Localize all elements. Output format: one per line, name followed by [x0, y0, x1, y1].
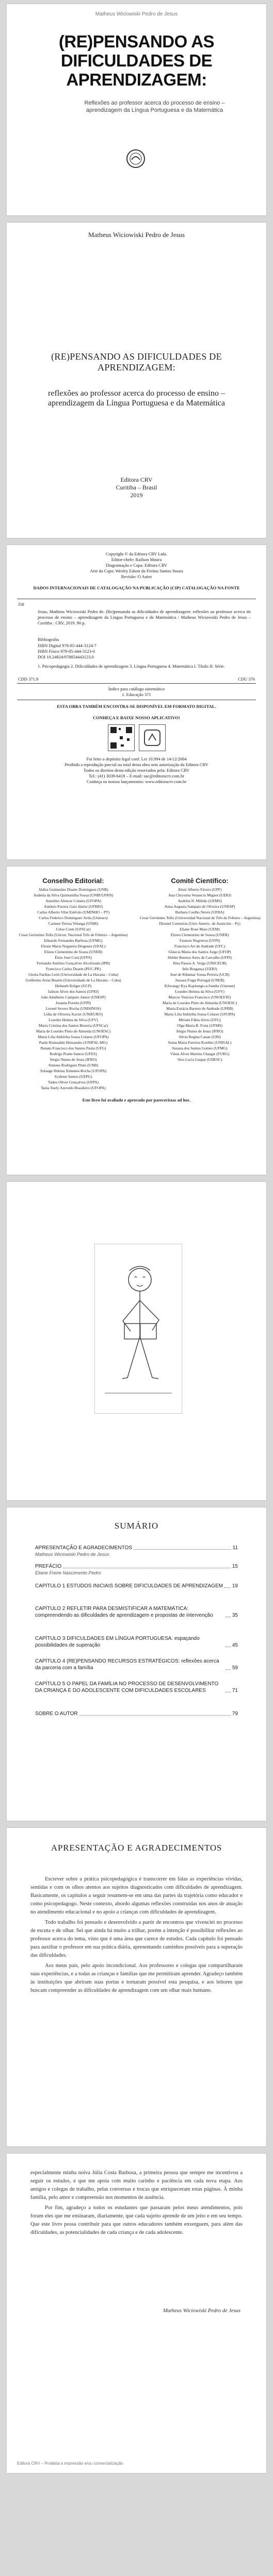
toc-item-page: 71 [232, 1688, 238, 1693]
copyright-line: Copyright © da Editora CRV Ltda. [106, 551, 167, 556]
publisher-city: Curitiba – Brasil [116, 484, 157, 491]
toc-item-page: 15 [232, 1564, 238, 1569]
editorial-council-member: Andréia da Silva Quintanilha Sousa (UNIR/UFRN) [33, 893, 114, 897]
editorial-council [14, 877, 133, 1091]
editorial-council-member: João Adalberto Campato Junior (UNESP) [41, 995, 106, 999]
scientific-committee-title: Comitê Científico: [171, 877, 229, 885]
scientific-committee-member: Elizeu Clementino de Souza (UNEB) [170, 933, 229, 937]
editorial-council-list [14, 887, 133, 1091]
toc-item-page: 35 [232, 1613, 238, 1618]
scientific-committee-member: Jussara Fraga Portugal (UNEB) [175, 978, 224, 982]
editorial-council-member: Anselmo Alencar Colares (UFOPA) [45, 899, 101, 903]
scientific-committee-member: Suzana dos Santos Gomes (UFMG) [172, 1046, 228, 1050]
cip-subjects: 1. Psicopedagogia 2. Dificuldades de aprendizagem 3. Língua Portuguesa 4. Matemática I. Título II. Série. [38, 664, 225, 669]
isbn-fisico: ISBN Físico 978-85-444-3123-0 [38, 649, 95, 654]
editorial-council-member: Carlos Alberto Vilar Estêvão (UMINHO – PT) [37, 910, 110, 914]
cip-bibliography: Bibliografia [38, 637, 59, 642]
scientific-committee-member: Marcos Vinicius Francisco (UNOESTE) [168, 995, 231, 999]
editorial-council-member: Sydione Santos (UEPG) [54, 1074, 92, 1079]
scientific-committee-member: Ana Chrystina Venancio Mignot (UERJ) [168, 893, 231, 897]
toc-item-page: 45 [232, 1642, 238, 1648]
scientific-committee [140, 877, 260, 1062]
editorial-council-member: Paulo Romualdo Hernandes (UNIFAL-MG) [39, 1040, 108, 1045]
publisher-year: 2019 [130, 492, 143, 499]
toc-item[interactable] [35, 1710, 238, 1717]
scientific-committee-member: Cesar Gerónimo Tello (Universidad Nacional de Três de Febrero – Argentina) [140, 916, 261, 920]
toc-page [7, 1507, 266, 1821]
running-header: Matheus Wiciowiski Pedro de Jesus [95, 11, 178, 17]
toc-item-page: 79 [232, 1711, 238, 1717]
editorial-council-member: Renato Francisco dos Santos Paula (UFG) [40, 1046, 106, 1050]
editorial-council-member: Carmen Tereza Velanga (UNIR) [48, 921, 99, 926]
scientific-committee-member: Diosnel Centurion (Univ Americ. de Asunción – Py) [159, 921, 240, 926]
scientific-committee-member: Anna Augusta Sampaio de Oliveira (UNESP) [164, 904, 235, 909]
scientific-committee-member: Inês Bragança (UERJ) [182, 967, 217, 971]
scientific-committee-member: Vânia Alves Martins Chaigar (FURG) [170, 1052, 230, 1056]
cover-page [7, 4, 266, 215]
revision-line: Revisão: O Autor [121, 574, 152, 579]
scientific-committee-member: Sonia Maria Ferreira Koehler (UNISAL) [168, 1040, 232, 1045]
editorial-council-member: Tadeu Oliver Gonçalves (UFPA) [47, 1080, 99, 1084]
index-entry: 1. Educação 371 [122, 692, 151, 697]
editorial-council-member: Lourdes Helena da Silva (UFV) [49, 1018, 98, 1022]
editorial-council-member: Maria Cristina dos Santos Bezerra (UFSCar) [38, 1023, 108, 1028]
editorial-council-member: Leonel Severo Rocha (UNISINOS) [45, 1006, 101, 1011]
cover-subtitle: Reflexões ao professor acerca do processo de ensino – aprendizagem da Língua Portuguesa e da Matemática [84, 100, 225, 113]
editorial-council-member: Fernando Antônio Gonçalves Alcoforado (IPB) [36, 961, 110, 965]
doi: DOI 10.24824/978854443123.0 [38, 654, 94, 659]
toc-item[interactable] [35, 1658, 238, 1671]
toc-item-author: Eliane Freire Nascimento Pedro [35, 1570, 101, 1575]
editorial-council-member: Celso Conti (UFSCar) [56, 927, 91, 931]
toc-item[interactable] [35, 1635, 238, 1649]
deposit-website: Conheça os nossos lançamentos: www.editoracrv.com.br [86, 779, 187, 784]
toc-item-page: 59 [232, 1665, 238, 1671]
cip-bottom-rule [17, 683, 256, 684]
presentation-page [7, 1828, 266, 2146]
councils-page [7, 867, 266, 1175]
deposit-prohibition: Proibida a reprodução parcial ou total desta obra sem autorização da Editora CRV [65, 762, 208, 767]
copyright-credits [27, 551, 246, 580]
editorial-council-member: Solange Helena Ximenes-Rocha (UFOPA) [40, 1069, 107, 1073]
scientific-committee-member: Ilma Passos A. Veiga (UNICEUB) [173, 961, 227, 965]
qr-code-icon [108, 724, 135, 751]
acknowledgements-body [30, 2169, 243, 2237]
toc-item-author: Matheus Wiciowiski Pedro de Jesus [35, 1552, 109, 1557]
publisher-name: Editora CRV [120, 476, 153, 483]
toc-item[interactable] [35, 1681, 238, 1694]
toc-item-title: CAPÍTULO 2 REFLETIR PARA DESMISTIFICAR A MATEMÁTICA: compreendendo as dificuldades de aprendizagem e propostas de intervenção [35, 1606, 213, 1618]
editorial-council-member: Elione Maria Nogueira Diogenes (UFAL) [41, 944, 106, 948]
title-page-subtitle: reflexões ao professor acerca do processo de ensino – aprendizagem da Língua Portuguesa e da Matemática [48, 389, 225, 408]
scientific-committee-member: Maria Eurácia Barreto de Andrade (UFRB) [166, 1006, 233, 1011]
copyright-page [7, 545, 266, 859]
scientific-committee-member: Silvia Regina Canan (URI) [179, 1035, 221, 1039]
editorial-council-member: Guillermo Arias Beatón (Universidade de La Havana – Cuba) [25, 978, 121, 982]
scientific-committee-member: Lourdes Helena da Silva (UFV) [175, 989, 224, 994]
scientific-committee-member: Míriam Fábia Alves (UFG) [179, 1018, 221, 1022]
child-reading-illustration-icon [94, 1244, 182, 1414]
toc-item[interactable] [35, 1605, 238, 1619]
title-page-title: (RE)PENSANDO AS DIFICULDADES DE APRENDIZAGEM: [51, 351, 222, 372]
title-page [7, 223, 266, 538]
acknowledgements-page [7, 2154, 266, 2473]
editorial-council-member: Eduardo Fernandes Barbosa (UFMG) [44, 938, 103, 943]
toc-item-page: 11 [232, 1545, 238, 1551]
editorial-council-title: Conselho Editorial: [42, 877, 104, 885]
editorial-council-member: Sérgio Nunes de Jesus (IFRO) [50, 1057, 97, 1062]
toc-item-title: APRESENTAÇÃO E AGRADECIMENTOS [35, 1545, 133, 1551]
crv-logo-icon [125, 148, 146, 169]
presentation-heading: APRESENTAÇÃO E AGRADECIMENTOS [51, 1843, 222, 1853]
title-page-publisher-block [7, 476, 266, 499]
scientific-committee-member: Eliane Rose Maio (UEM) [180, 927, 220, 931]
deposit-block [22, 756, 251, 785]
scientific-committee-member: Maria Lília Imbiriba Sousa Colares (UFOPA) [164, 1012, 235, 1016]
scientific-committee-member: Barbara Coelho Neves (UFBA) [175, 910, 224, 914]
scientific-committee-member: Olga Maria B. Frota (UFMS) [176, 1023, 223, 1028]
scientific-committee-member: Fauston Negreiros (UFPI) [179, 938, 220, 943]
illustration-page [7, 1182, 266, 1500]
cip-heading: DADOS INTERNACIONAIS DE CATALOGAÇÃO NA PUBLICAÇÃO (CIP) CATALOGAÇÃO NA FONTE [33, 585, 240, 590]
toc-item-title: CAPÍTULO 5 O PAPEL DA FAMÍLIA NO PROCESSO DE DESENVOLVIMENTO DA CRIANÇA E DO ADOLESCENTE COM DIFICULDADES ESCOLARES [35, 1681, 219, 1693]
editorial-council-member: Élsio José Corá (UFFS) [55, 955, 92, 960]
editorial-council-member: Elizeu Clementino de Souza (UNEB) [44, 950, 103, 954]
cip-code: J58 [18, 602, 24, 607]
presentation-body [30, 1875, 243, 1995]
scientific-committee-member: Helder Buenos Aires de Carvalho (UFPI) [168, 955, 232, 960]
digital-note: ESTA OBRA TAMBÉM ENCONTRA-SE DISPONÍVEL EM FORMATO DIGITAL. [57, 704, 216, 709]
editorial-council-member: Rodrigo Pratte-Santos (UFES) [50, 1052, 97, 1056]
toc-item[interactable] [35, 1545, 238, 1557]
scientific-committee-member: Francisco Ari de Andrade (UFC) [174, 944, 226, 948]
toc-item-title: CAPÍTULO 3 DIFICULDADES EM LÍNGUA PORTUGUESA: espaçando possibilidades de superação [35, 1636, 200, 1648]
scientific-committee-member: Altair Alberto Fávero (UPF) [178, 887, 222, 892]
cdu: CDU 376 [238, 676, 255, 682]
toc-item-title: PREFÁCIO [35, 1564, 62, 1569]
page-footer: Editora CRV – Proibida a impressão e/ou comercialização [17, 2461, 123, 2466]
toc-item[interactable] [35, 1583, 238, 1589]
scientific-committee-member: Vera Lucia Gaspar (UDESC) [177, 1057, 222, 1062]
cdd: CDD 371.9 [18, 676, 39, 682]
toc-item-title: CAPÍTULO 1 ESTUDOS INICIAIS SOBRE DIFICULDADES DE APRENDIZAGEM [35, 1583, 223, 1589]
scientific-committee-list [140, 887, 260, 1062]
editorial-council-member: Josania Portela (UFPI) [55, 1001, 91, 1005]
presentation-paragraph: Aos meus pais, pelo apoio incondicional. Aos professores e colegas que compartilharam suas experiências, e a todas as crianças e famílias que me permitiram aprender. Agradeço também às instituições que abriram suas portas e tornaram possível esta pesquisa, e aos leitores que buscam compreender as dificuldades de aprendizagem com um olhar mais humano. [30, 1963, 243, 1993]
acknowledgements-paragraph: Por fim, agradeço a todos os estudantes que passaram pelos meus atendimentos, pois foram eles que me ensinaram, diariamente, que cada sujeito aprende de um jeito e em seu tempo. Que este livro possa contribuir para que outros educadores também enxerguem, para além das dificuldades, as potencialidades de cada criança e de cada adolescente. [30, 2205, 243, 2235]
scientific-committee-member: Kilwangy Kya Kapitango-a-Samba (Unemat) [164, 984, 235, 988]
scientific-committee-member: Sérgio Nunes de Jesus (IFRO) [176, 1029, 223, 1033]
acknowledgements-paragraph: especialmente minha noiva Júlia Costa Barbosa, a primeira pessoa que sempre me incentivou a seguir os estudos, e que me apoia com muito carinho e paciência em cada nova etapa. Aos amigos e colegas de trabalho, pelas conversas e trocas que enriqueceram estas páginas. À minha família, pelo amor e compreensão nos momentos de ausência. [30, 2170, 243, 2200]
cip-entry: Jesus, Matheus Wiciowiski Pedro de. (Re)pensando as dificuldades de aprendizagem: reflexões ao professor acerca do processo de ensino – aprendizagem da Língua Portuguesa e da Matemática / Matheus Wiciowiski Pedro de Jesus – Curitiba : CRV, 2019. 90 p. [38, 609, 251, 625]
deposit-law: Foi feito o depósito legal conf. Lei 10.994 de 14/12/2004 [86, 756, 187, 761]
editorial-council-member: Helmuth Krüger (UCP) [55, 984, 92, 988]
isbn-digital: ISBN Digital 978-85-444-3124-7 [38, 643, 97, 648]
toc-item-title: CAPÍTULO 4 (RE)PENSANDO RECURSOS ESTRATÉGICOS: reflexões acerca da parceria com a família [35, 1658, 219, 1671]
index-title: Índice para catálogo sistemático [108, 686, 165, 691]
peer-review-note: Este livro foi avaliado e aprovado por pareceristas ad hoc. [82, 1097, 191, 1103]
deposit-rights: Todos os direitos desta edição reservados pela: Editora CRV [83, 768, 190, 773]
cover-art-line: Arte da Capa: Wesley Edson da Freitas Santos Souza [90, 568, 183, 573]
editorial-council-member: Simone Rodrigues Pinto (UNB) [48, 1063, 99, 1067]
editorial-council-member: Cesar Gerónimo Tello (Univer. Nacional Três de Febrero – Argentina) [19, 933, 128, 937]
editorial-council-member: Tania Suely Azevedo Brasileiro (UFOPA) [41, 1086, 106, 1090]
toc-item[interactable] [35, 1563, 238, 1576]
editorial-council-member: Maria de Lourdes Pinto de Almeida (UNOESC) [36, 1029, 111, 1033]
editor-line: Editor-chefe: Railson Moura [111, 557, 162, 562]
scientific-committee-member: Andréia N. Militão (UEMS) [178, 899, 222, 903]
editorial-council-member: Maria Lília Imbiriba Sousa Colares (UFOPA) [38, 1035, 109, 1039]
app-note: CONHEÇA E BAIXE NOSSO APLICATIVO! [93, 715, 180, 720]
author-signature: Matheus Wiciowiski Pedro de Jesus [163, 2308, 240, 2314]
presentation-paragraph: Todo trabalho foi pensado e desenvolvido a partir de encontros que vivenciei no processo de escuta e de olhar. Sei que ainda há muito a trilhar, porém a intenção é possibilitar reflexões ao professor acerca do tema, visto que é uma área que carece de estudos. Cada capítulo foi pensado para auxiliar o professor em sua prática diária, apresentando caminhos possíveis para a superação das dificuldades. [30, 1920, 243, 1958]
editorial-council-member: Antônio Pereira Gaio Júnior (UFRRJ) [43, 904, 103, 909]
toc-item-page: 19 [232, 1583, 238, 1589]
deposit-contact: Tel.: (41) 3039-6418 – E-mail: sac@editoracrv.com.br [88, 773, 185, 778]
editorial-council-member: Jailson Alves dos Santos (UFRJ) [47, 989, 99, 994]
scientific-committee-member: José de Ribamar Sousa Pereira (UCB) [170, 972, 230, 977]
editorial-council-member: Lídia de Oliveira Xavier (UNIEURO) [43, 1012, 103, 1016]
title-page-author: Matheus Wiciowiski Pedro de Jesus [88, 231, 185, 239]
editorial-council-member: Aldira Guimarães Duarte Domínguez (UNB) [38, 887, 108, 892]
presentation-paragraph: Escrever sobre a prática psicopedagógica é transcorrer em falas as experiências vividas, sentidas e com os olhos atentos aos sujeitos diagnosticados com dificuldades de aprendizagem. Basicamente, os capítulos a seguir resumem-se em uma das partes da trajetória como educador e como psicopedagogo. Neste contexto, abordo algumas reflexões construídas nos anos de atuação no atendimento educacional e no apoio a crianças com dificuldades de aprendizagem. [30, 1876, 243, 1915]
toc-item-title: SOBRE O AUTOR [35, 1711, 78, 1717]
layout-line: Diagramação e Capa: Editora CRV [105, 563, 168, 568]
scientific-committee-member: Gláucia Maria dos Santos Jorge (UFOP) [168, 950, 231, 954]
editorial-council-member: Gloria Fariñas León (Universidade de La Havana – Cuba) [28, 972, 119, 977]
editorial-council-member: Carlos Federico Domínguez Avila (Unieuro) [39, 916, 108, 920]
cover-title: (RE)PENSANDO AS DIFICULDADES DE APRENDIZAGEM: [58, 32, 215, 89]
scientific-committee-member: Maria de Lourdes Pinto de Almeida (UNOESC) [162, 1001, 237, 1005]
app-store-icon [139, 724, 166, 751]
toc-heading: SUMÁRIO [114, 1521, 159, 1531]
editorial-council-member: Francisco Carlos Duarte (PUC-PR) [45, 967, 101, 971]
